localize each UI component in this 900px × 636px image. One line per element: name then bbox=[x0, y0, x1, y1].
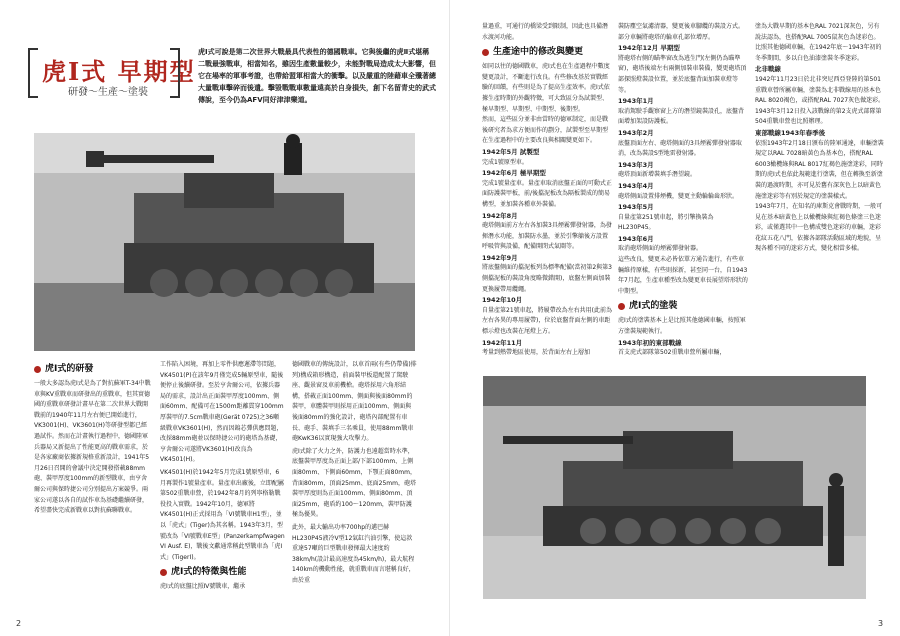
title-bracket-left bbox=[28, 48, 38, 98]
paragraph: 量過重，可通行的橋梁受到限制，因此也具備潛水渡河功能。 bbox=[482, 23, 609, 41]
left-column-3 bbox=[292, 360, 417, 615]
bullet-icon bbox=[618, 303, 625, 310]
section-heading-development: 虎Ⅰ式的研發 bbox=[34, 362, 152, 376]
paragraph: 虎Ⅰ式的塗裝基本上是比照其他德國車輛，按照軍方塗裝規範執行。 bbox=[618, 317, 746, 336]
paragraph: 一般大多認為虎Ⅰ式是為了對抗蘇軍T-34中戰車與KV重戰車而研發出的重戰車，但其實德國的重戰車研發計畫早在第二次世界大戰開戰前的1940年11月左右便已開始進行，VK3001(H)、VK3601(H)等研發型都已經過試作。然而在計畫執行過程中，德國陸軍兵器局又新提出了性能更高的戰車需求，於是各家廠商依據新規格重新設計，1941年5月26日召開的會議中決定開發搭載88mm砲、裝甲厚度100mm的新型戰車，由亨舍爾公司與保時捷公司分別提出方案競爭。兩家公司遂以各自的試作車為基礎繼續研發，希望盡快完成新戰車以對抗蘇聯戰車。 bbox=[34, 380, 151, 515]
subheading: 1943年初的東部戰線 bbox=[618, 338, 682, 347]
tiger-tank-photo-1 bbox=[34, 133, 415, 351]
intro-text: 虎Ⅰ式可說是第二次世界大戰最具代表性的德國戰車。它與後繼的虎Ⅱ式堪稱二戰最強戰車，相當知名，雖因生產數量較少，未能對戰局造成太大影響，但它在場率的軍事考證，也帶給盟軍相當大的衝擊。以及嚴重的陸藉車全殲著總大量戰車擊碎而後遺。擊毀戰戰車數量遠高於自身損失，創下名留青史的武式傳說，至今仍為AFV同好津津樂道。 bbox=[198, 48, 436, 104]
tank-illustration-2 bbox=[483, 376, 866, 599]
title-bracket-right bbox=[170, 48, 180, 98]
entry: 1942年6月 極早期型 完成1號量產車。量產車取消底盤正面的可動式正面防護裝甲板，前/後擋泥板改為隔板製成的簡易構型，並加裝各種車外裝備。 bbox=[482, 169, 612, 208]
page-number-right: 3 bbox=[878, 619, 884, 628]
left-column-2 bbox=[160, 360, 285, 615]
entry: 1942年8月 砲塔側面前方左右各加裝3具煙霧彈發射器，為發揮潛水功能，加裝防水墨，並於引擎艙後方設置呼吸管與設備，配備開閉式氣閘等。 bbox=[482, 211, 612, 251]
paragraph: 1943年7月，在知名的庫斯克會戰時期，一般可見在基本暗黃色上以橄欖綠與紅褐色條塗三色迷彩，或僅選其中一色構成雙色迷彩的車輛，迷彩花紋五花八門，依據各部隊活動區域的地貌，呈現各種不同的迷彩方式，變化相當多樣。 bbox=[755, 203, 883, 253]
left-column-1 bbox=[34, 360, 152, 615]
right-page bbox=[450, 0, 900, 636]
right-column-3 bbox=[755, 22, 885, 367]
entry: 1942年5月 試製型 完成1號原型車。 bbox=[482, 147, 540, 166]
entry: 1942年10月 自量產第21號車起，將履帶改為左右共用(此前為左右各異的專用履帶)，位於底盤背面左側的車距標示燈也改裝在尾燈上方。 bbox=[482, 296, 612, 336]
page-number-left: 2 bbox=[16, 619, 22, 628]
subheading: 北非戰線 bbox=[755, 65, 781, 74]
section-heading-modifications: 生產途中的修改與變更 bbox=[482, 45, 612, 59]
tiger-tank-photo-2 bbox=[483, 376, 866, 599]
tank-illustration-1 bbox=[34, 133, 415, 351]
bullet-icon bbox=[482, 49, 489, 56]
paragraph: 1942年11月23日於北非突尼西亞登陸的第501重戰車營所屬車輛，塗裝為北非戰線用的基本色RAL 8020褐色，或搭配RAL 7027灰色做迷彩。1943年3月12日投入該戰線的第2支虎式部隊第504重戰車營也比照辦理。 bbox=[755, 75, 885, 126]
paragraph: 塗為大戰早期的基本色RAL 7021深灰色，另有說法認為，也搭配RAL 7005鼠灰色為迷彩色。比照其他德國車輛，在1942年底～1943年初的冬季期間，多以白色油漆塗裝冬季迷彩。 bbox=[755, 23, 882, 62]
bullet-icon bbox=[160, 569, 167, 576]
paragraph: 此外，最大輸出功率700hp的邁巴赫HL230P45液冷V型12氣缸汽油引擎，使這款重達57噸的巨型戰車發揮最大速度約38km/h(設計最高速度為45km/h)，最大航程140km的機動性能，就重戰車而言堪稱良好，由於重 bbox=[292, 523, 415, 584]
entry: 1943年5月 自量產第251號車起，將引擎換裝為HL230P45。 bbox=[618, 203, 714, 232]
paragraph: 裝防塵空氣濾清器，變更後車腳纜的裝設方式。部分車輛將砲塔的輪車孔部位增厚。 bbox=[618, 23, 745, 41]
paragraph: 虎Ⅰ式除了火力之外，防護力也遠超當時水準，底盤裝甲厚度為正面上部/下部100mm、上側面80mm、下側面60mm，下顎正面80mm，背面80mm，頂面25mm、底面25mm，砲塔裝甲厚度則為正面100mm、側面80mm、頂面25mm，砲盾約100～120mm，裝甲防護極為優異。 bbox=[292, 447, 416, 519]
paragraph: VK4501(H)於1942年5月完成1號原型車，6月再製作1號量產車。量產車出廠後，立即配屬第502重戰車營，於1942年8月的列寧格勒戰役投入實戰。1942年10月，德軍將VK4501(H)正式採用為「VI號戰車H1型」，並以「虎式」(Tiger)為其名稱。1943年3月，型號改為「VI號戰車E型」(Panzerkampfwagen VI Ausf. E)，戰後文獻通常稱此型戰車為「虎Ⅰ式」(TigerⅠ)。 bbox=[160, 468, 285, 561]
section-heading-paint: 虎Ⅰ式的塗裝 bbox=[618, 299, 748, 313]
entry: 1942年12月 早期型 將砲塔右側的瞄準窗改為逃生門(左側仍為瞄準窗)，砲塔後端左右兩側加裝車裝備，變更砲塔頂部探照燈裝設位置，並於底盤背面加裝車燈等等。 bbox=[618, 44, 747, 94]
entry: 1942年11月 考量到熱帶地區使用，於背面左右上層加 bbox=[482, 338, 591, 357]
entry: 1943年4月 砲塔側面設置排煙機，變更主動輪輪齒形狀。 bbox=[618, 181, 739, 200]
paragraph: 然而，這些區分並非由當時的德軍制定，而是戰後研究者為求方便而作的劃分，試製型至早期型在生產過程中的主要改良與相關變更如下。 bbox=[482, 116, 609, 145]
entry: 1942年9月 將底盤側面的擋泥板列為標準配備(當初第2與第3側擋泥板的裝設角度略微錯開)，底盤左側面加裝更換履帶用纜繩。 bbox=[482, 253, 612, 293]
paragraph: 這些改良，變更未必皆依單方通告進行，有些車輛維持原樣，有些則採新，甚至同一台，自1943年7月起，生產車種型改為變更車長展望塔形狀的中期型。 bbox=[618, 256, 748, 295]
bullet-icon bbox=[34, 366, 41, 373]
right-column-2 bbox=[618, 22, 748, 367]
right-column-1 bbox=[482, 22, 612, 367]
entry: 1943年3月 砲塔頂面新增裝填手潛望鏡。 bbox=[618, 160, 697, 179]
entry: 1943年1月 取消駕駛手觀察窗上方的潛望鏡裝設孔，底盤背面增加架設防護板。 bbox=[618, 97, 745, 126]
section-heading-features: 虎Ⅰ式的特徵與性能 bbox=[160, 565, 285, 579]
entry: 1943年6月 取消砲塔側面的煙霧彈發射器。 bbox=[618, 234, 703, 253]
paragraph: 德國戰車的傳統設計，以車首兩(有些仍帶備)排列)構成箱形構造，前面裝甲板還配置了駕駛座、觀景窗及車前機槍。砲塔採用六角形結構，搭載正面100mm、側面與後面80mm的裝甲，車體裝甲則採用正面100mm、側面與後面80mm的強化設計，砲塔內部配置有車長、砲手、裝填手三名乘員，使用88mm戰車砲KwK36以實現強大攻擊力。 bbox=[292, 361, 417, 443]
subheading: 東部戰線1943年春季後 bbox=[755, 128, 826, 137]
paragraph: 虎Ⅰ式的底盤比照Ⅳ號戰車，繼承 bbox=[160, 583, 246, 591]
main-title: 虎Ⅰ式 早期型 bbox=[42, 57, 196, 86]
paragraph: 依照1943年2月18日頒布的陸軍通達，車輛塗裝規定以RAL 7028暗黃色為基本色，搭配RAL 6003橄欖綠與RAL 8017紅褐色施塗迷彩，同時期的虎Ⅰ式也依此規範進行塗裝，但在轉換至新塗裝的過渡時期，亦可見於舊有深灰色上以暗黃色施塗迷彩等有別於規定的塗裝樣式。 bbox=[755, 139, 884, 200]
paragraph: 首支虎式部隊第502重戰車營所屬車輛， bbox=[618, 349, 726, 357]
sub-title: 研發～生產～塗裝 bbox=[68, 87, 148, 98]
entry: 1943年2月 底盤頂面左右、砲塔側面的3具煙霧彈發射器取消，改為裝設S型地雷發射器。 bbox=[618, 128, 742, 158]
paragraph: 工作陷入困境，再加上零件供應遲滯等問題，VK4501(P)在該年9月僅完成5輛原型車，隨後便停止後續研發。至於亨舍爾公司，依據兵器局的需求，設計出正面裝甲厚度100mm、側面60mm、配備可在1500m距離貫穿100mm厚裝甲的7.5cm戰車砲(Gerät 0725)之36噸級戰車VK3601(H)，然而因鎢芯彈供應問題，改採88mm砲並以保時捷公司的砲塔為基礎，亨舍爾公司遂將VK3601(H)改良為VK4501(H)。 bbox=[160, 361, 284, 464]
paragraph: 如同以往的德國戰車，虎Ⅰ式也在生產過程中數度變更設計，不斷進行改良。有些修改基於實戰經驗的回饋，有些則是為了提高生產效率。虎Ⅰ式依據生產時期的外觀特徵，可大致區分為試製型、極早期型、早期型、中期型、後期型。 bbox=[482, 63, 610, 113]
